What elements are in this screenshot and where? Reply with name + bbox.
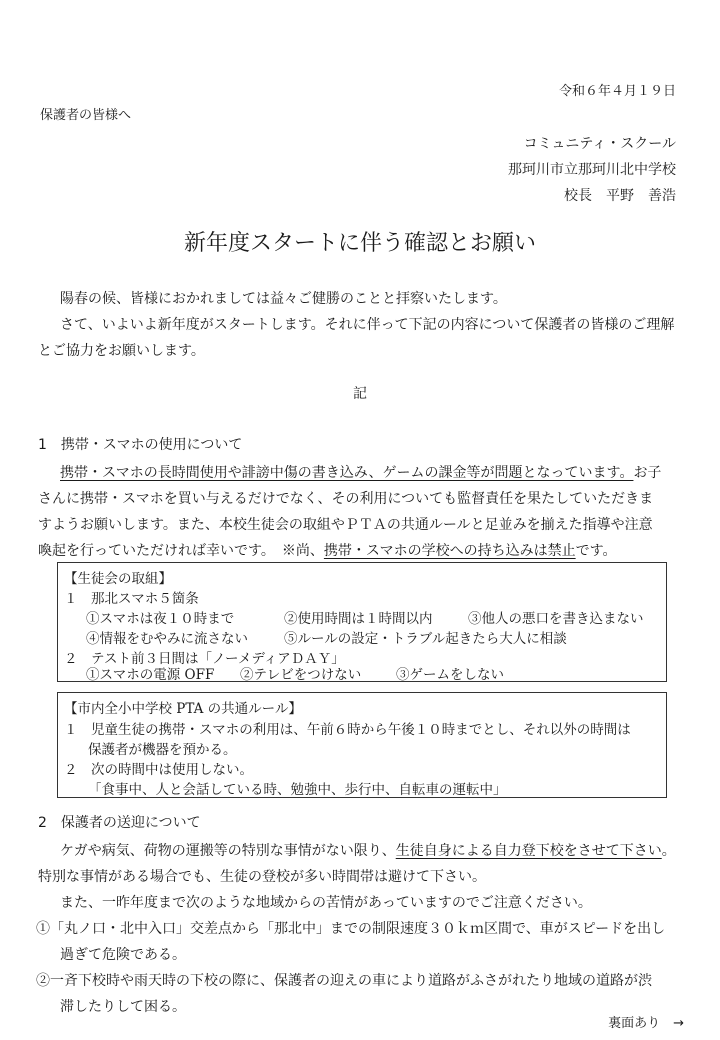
document-date: 令和６年４月１９日	[558, 84, 676, 99]
pta-rules-box	[57, 692, 667, 798]
intro-line-3: とご協力をお願いします。	[38, 343, 205, 359]
complaint-2-line-2: 滞したりして困る。	[60, 999, 186, 1015]
intro-line-2: さて、いよいよ新年度がスタートします。それに伴って下記の内容について保護者の皆様のご理解	[60, 317, 675, 333]
sender-principal: 校長 平野 善浩	[564, 188, 676, 204]
box2-title: 【市内全小中学校 PTA の共通ルール】	[64, 701, 302, 717]
sender-school: 那珂川市立那珂川北中学校	[508, 162, 676, 178]
recipient: 保護者の皆様へ	[40, 108, 132, 123]
ki-mark: 記	[353, 386, 367, 402]
section2-para-text: ケガや病気、荷物の運搬等の特別な事情がない限り、	[60, 843, 396, 859]
box1-rule-1: ①スマホは夜１０時まで	[86, 611, 235, 627]
sender-org: コミュニティ・スクール	[523, 136, 676, 152]
section1-para-line-2: さんに携帯・スマホを買い与えるだけでなく、その利用についても監督責任を果たしていただきま	[38, 491, 654, 507]
section2-para-line-2: 特別な事情がある場合でも、生徒の登校が多い時間帯は避けて下さい。	[38, 869, 486, 885]
box1-media-1: ①スマホの電源 OFF	[86, 667, 215, 683]
section2-heading: 2 保護者の送迎について	[38, 815, 201, 831]
section1-prohibition-note: 携帯・スマホの学校への持ち込みは禁止	[323, 543, 576, 559]
section1-para-tail: お子	[633, 465, 662, 481]
section2-para-line-1	[60, 840, 676, 860]
box1-rule-2: ②使用時間は１時間以内	[284, 611, 433, 627]
section1-para-line-3: すようお願いします。また、本校生徒会の取組やＰＴＡの共通ルールと足並みを揃えた指導や注意	[38, 517, 653, 533]
section1-underlined-text: 携帯・スマホの長時間使用や誹謗中傷の書き込み、ゲームの課金等が問題となっています。	[60, 465, 634, 481]
box1-media-2: ②テレビをつけない	[240, 667, 362, 683]
student-council-box	[57, 562, 667, 682]
box1-item-1: １ 那北スマホ５箇条	[64, 591, 199, 607]
section1-para-line-4-text: 喚起を行っていただければ幸いです。 ※尚、	[38, 543, 324, 559]
section1-para-line-4	[38, 540, 617, 560]
section2-underlined-text: 生徒自身による自力登下校をさせて下さい	[395, 843, 662, 859]
box1-rule-4: ④情報をむやみに流さない	[86, 631, 248, 647]
box2-line-2: 保護者が機器を預かる。	[88, 742, 237, 758]
box2-line-4: 「食事中、人と会話している時、勉強中、歩行中、自転車の運転中」	[88, 782, 507, 798]
section2-para-tail: 。	[661, 843, 676, 859]
complaint-1-line-2: 過ぎて危険である。	[60, 947, 186, 963]
reverse-side-note: 裏面あり →	[608, 1016, 684, 1031]
box1-item-2: ２ テスト前３日間は「ノーメディアＤＡＹ」	[64, 651, 345, 667]
box1-media-3: ③ゲームをしない	[396, 667, 504, 683]
intro-line-1: 陽春の候、皆様におかれましては益々ご健勝のことと拝察いたします。	[60, 291, 507, 307]
box1-title: 【生徒会の取組】	[64, 571, 172, 587]
box1-rule-3: ③他人の悪口を書き込まない	[468, 611, 644, 627]
box2-line-3: ２ 次の時間中は使用しない。	[64, 762, 253, 778]
complaint-1-line-1: ①「丸ノ口・北中入口」交差点から「那北中」までの制限速度３０ｋｍ区間で、車がスピードを出し	[36, 921, 666, 937]
box1-rule-5: ⑤ルールの設定・トラブル起きたら大人に相談	[284, 631, 567, 647]
section1-para-line-1	[60, 462, 661, 482]
box2-line-1: １ 児童生徒の携帯・スマホの利用は、午前６時から午後１０時までとし、それ以外の時間は	[64, 722, 631, 738]
complaint-2-line-1: ②一斉下校時や雨天時の下校の際に、保護者の迎えの車により道路がふさがれたり地域の道路が渋	[36, 973, 652, 989]
document-title: 新年度スタートに伴う確認とお願い	[183, 231, 536, 256]
section1-heading: 1 携帯・スマホの使用について	[38, 437, 243, 453]
section2-para-line-3: また、一昨年度まで次のような地域からの苦情があっていますのでご注意ください。	[60, 895, 592, 911]
section1-para-line-4-tail: です。	[575, 543, 617, 559]
